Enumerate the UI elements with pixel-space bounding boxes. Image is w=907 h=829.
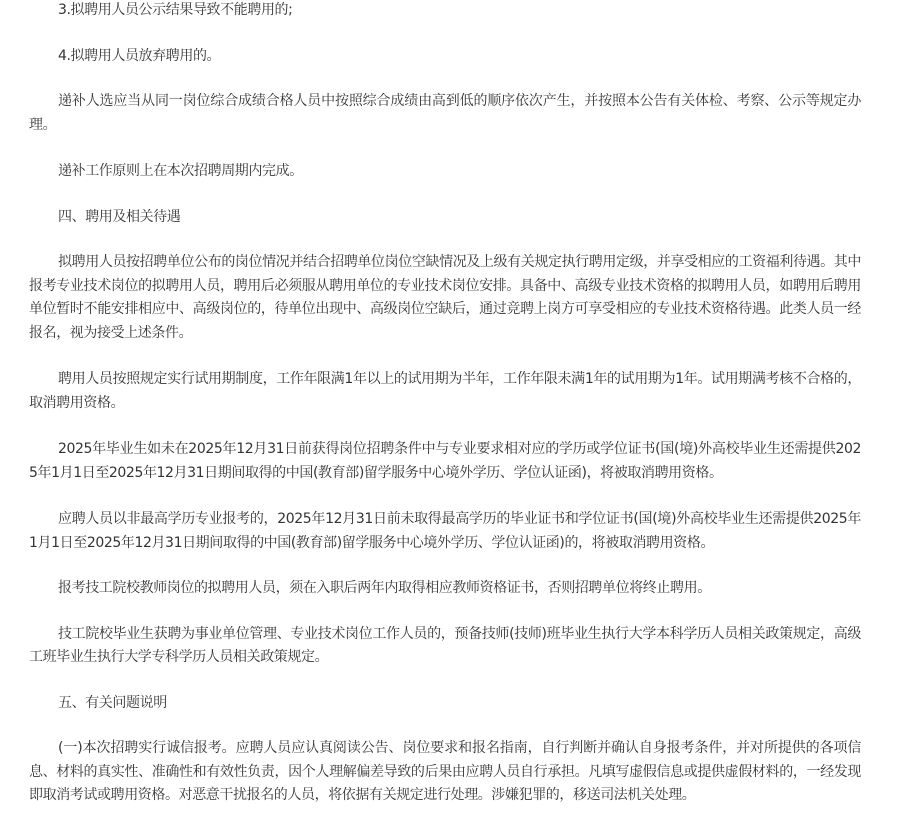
paragraph-teacher-certificate: 报考技工院校教师岗位的拟聘用人员，须在入职后两年内取得相应教师资格证书，否则招聘单位将终止聘用。	[58, 580, 711, 596]
section-heading-5: 五、有关问题说明	[58, 694, 167, 711]
paragraph-probation: 聘用人员按照规定实行试用期制度，工作年限满1年以上的试用期为半年，工作年限未满1年的试用期为1年。试用期满考核不合格的，取消聘用资格。	[29, 371, 861, 411]
paragraph-employment-grading: 拟聘用人员按招聘单位公布的岗位情况并结合招聘单位岗位空缺情况及上级有关规定执行聘用定级，并享受相应的工资福利待遇。其中报考专业技术岗位的拟聘用人员，聘用后必须服从聘用单位的专业技术岗位安排。具备中、高级专业技术资格的拟聘用人员，如聘用后聘用单位暂时不能安排相应中、高级岗位的，待单位出现中、高级岗位空缺后，通过竞聘上岗方可享受相应的专业技术资格待遇。此类人员一经报名，视为接受上述条件。	[29, 254, 861, 341]
paragraph-integrity-application: (一)本次招聘实行诚信报考。应聘人员应认真阅读公告、岗位要求和报名指南，自行判断并确认自身报考条件，并对所提供的各项信息、材料的真实性、准确性和有效性负责，因个人理解偏差导致的后果由应聘人员自行承担。凡填写虚假信息或提供虚假材料的，一经发现即取消考试或聘用资格。对恶意干扰报名的人员，将依据有关规定进行处理。涉嫌犯罪的，移送司法机关处理。	[29, 740, 861, 803]
paragraph-graduate-certificate: 2025年毕业生如未在2025年12月31日前获得岗位招聘条件中与专业要求相对应的学历或学位证书(国(境)外高校毕业生还需提供2025年1月1日至2025年12月31日期间取得的中国(教育部)留学服务中心境外学历、学位认证函)，将被取消聘用资格。	[29, 441, 861, 481]
paragraph-technical-school: 技工院校毕业生获聘为事业单位管理、专业技术岗位工作人员的，预备技师(技师)班毕业生执行大学本科学历人员相关政策规定，高级工班毕业生执行大学专科学历人员相关政策规定。	[29, 625, 861, 665]
article-body	[29, 0, 861, 808]
paragraph-replacement-period: 递补工作原则上在本次招聘周期内完成。	[58, 163, 303, 179]
paragraph-replacement-rule: 递补人选应当从同一岗位综合成绩合格人员中按照综合成绩由高到低的顺序依次产生，并按照本公告有关体检、考察、公示等规定办理。	[29, 93, 861, 133]
paragraph-item-3: 3.拟聘用人员公示结果导致不能聘用的;	[58, 2, 293, 18]
paragraph-non-highest-degree: 应聘人员以非最高学历专业报考的，2025年12月31日前未取得最高学历的毕业证书和学位证书(国(境)外高校毕业生还需提供2025年1月1日至2025年12月31日期间取得的中国(教育部)留学服务中心境外学历、学位认证函)的，将被取消聘用资格。	[29, 511, 861, 551]
section-heading-4: 四、聘用及相关待遇	[58, 208, 181, 225]
paragraph-item-4: 4.拟聘用人员放弃聘用的。	[58, 47, 221, 64]
